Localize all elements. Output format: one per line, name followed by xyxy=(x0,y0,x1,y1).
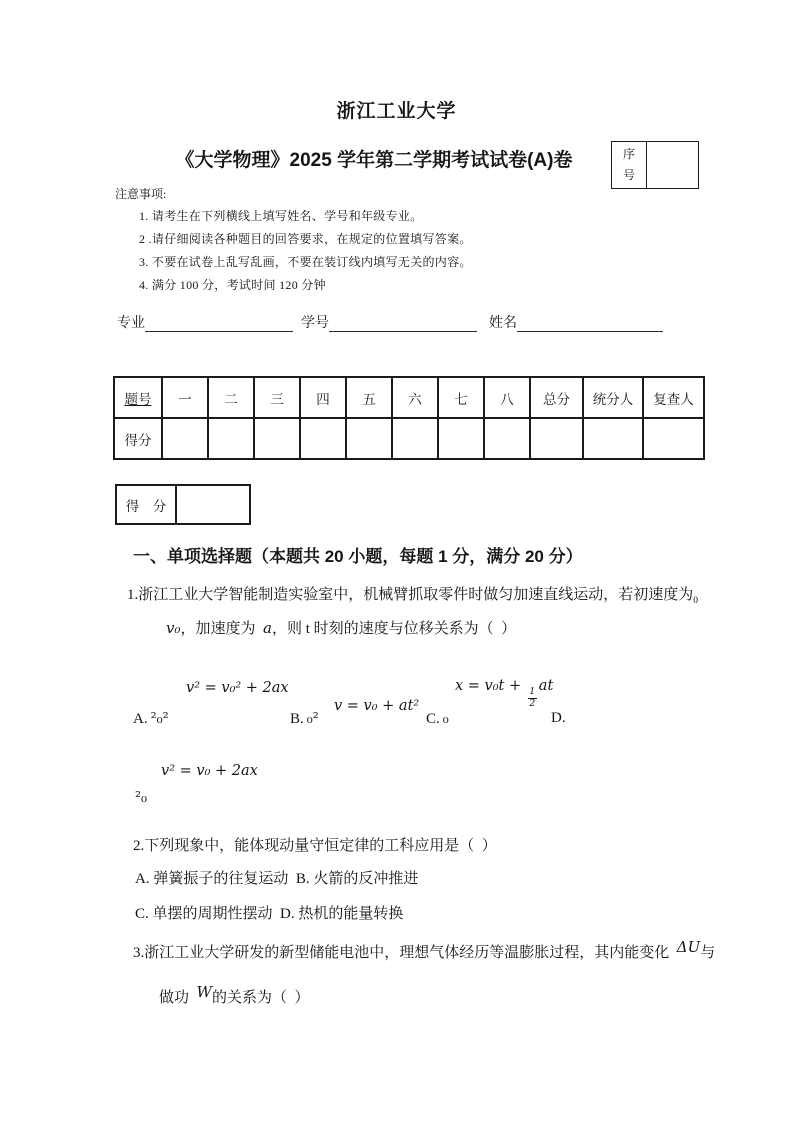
notice-item-3: 3. 不要在试卷上乱写乱画，不要在装订线内填写无关的内容。 xyxy=(139,255,472,269)
score-table-header-cell: 八 xyxy=(484,377,530,418)
formula-v-equals-v0-plus-at2: v = v₀ + at² xyxy=(334,698,420,714)
score-table-header-cell: 三 xyxy=(254,377,300,418)
major-label: 专业 xyxy=(117,316,145,331)
w-math-symbol: W xyxy=(196,983,212,1001)
score-table-header-cell: 统分人 xyxy=(583,377,643,418)
score-cell xyxy=(300,418,346,459)
score-cell xyxy=(346,418,392,459)
score-summary-table xyxy=(113,376,705,460)
formula-v2-equals-v02-plus-2ax: v² = v₀² + 2ax xyxy=(186,680,289,696)
score-cell xyxy=(208,418,254,459)
q1-line2-text1: ，加速度为 xyxy=(180,621,264,637)
serial-number-box xyxy=(611,141,699,189)
notice-item-2: 2 .请仔细阅读各种题目的回答要求，在规定的位置填写答案。 xyxy=(139,232,472,246)
notices-heading: 注意事项: xyxy=(115,187,167,201)
option-c-label: C. xyxy=(426,711,440,727)
option-a-label: A. xyxy=(133,711,148,727)
option-b-fragment: ₀² xyxy=(306,709,319,727)
q1-line2-text2: ，则 t 时刻的速度与位移关系为（ ） xyxy=(271,621,517,637)
question-2-stem: 2.下列现象中，能体现动量守恒定律的工科应用是（ ） xyxy=(133,838,497,854)
student-id-label: 学号 xyxy=(301,316,329,331)
formula-c-post: at xyxy=(538,678,554,694)
section-one-heading: 一、单项选择题（本题共 20 小题，每题 1 分，满分 20 分） xyxy=(133,547,583,566)
score-table-header-row xyxy=(114,377,704,418)
fraction-one-half xyxy=(528,687,537,708)
score-cell xyxy=(392,418,438,459)
score-cell xyxy=(254,418,300,459)
question-1-stem-line2 xyxy=(166,619,516,638)
option-b xyxy=(290,709,319,728)
score-row-label: 得分 xyxy=(114,418,162,459)
score-cell xyxy=(583,418,643,459)
q3-line2-text1: 做功 xyxy=(159,990,197,1006)
student-id-field-group xyxy=(301,315,477,332)
option-d xyxy=(551,709,566,727)
major-fill-line xyxy=(145,315,293,332)
q3-stem-text2: 与 xyxy=(700,945,716,961)
section-score-box-row xyxy=(116,485,250,524)
score-table-header-cell: 六 xyxy=(392,377,438,418)
score-cell xyxy=(530,418,583,459)
option-a-fragment: ²₀² xyxy=(150,709,169,727)
q3-stem-text1: 3.浙江工业大学研发的新型储能电池中，理想气体经历等温膨胀过程，其内能变化 xyxy=(133,945,677,961)
option-d-label: D. xyxy=(551,710,566,726)
option-c xyxy=(426,709,449,728)
question-2-options-cd: C. 单摆的周期性摆动 D. 热机的能量转换 xyxy=(135,906,404,922)
score-table-header-cell: 五 xyxy=(346,377,392,418)
score-table-header-cell: 二 xyxy=(208,377,254,418)
score-table-header-cell: 七 xyxy=(438,377,484,418)
name-field-group xyxy=(489,315,663,332)
score-box-label: 得 分 xyxy=(116,485,176,524)
serial-label-cell xyxy=(612,142,647,189)
score-cell xyxy=(438,418,484,459)
serial-label-bottom: 号 xyxy=(622,168,635,182)
score-cell xyxy=(484,418,530,459)
major-field-group xyxy=(117,315,293,332)
formula-v2-equals-v0-plus-2ax: v² = v₀ + 2ax xyxy=(161,763,258,779)
stray-fragment: ²₀ xyxy=(135,788,148,806)
question-2-options-ab: A. 弹簧振子的往复运动 B. 火箭的反冲推进 xyxy=(135,871,419,887)
question-1-stem-line1 xyxy=(127,586,698,607)
score-table-header-cell: 复查人 xyxy=(643,377,704,418)
score-table-header-cell: 四 xyxy=(300,377,346,418)
score-table-header-cell: 总分 xyxy=(530,377,583,418)
student-id-fill-line xyxy=(329,315,477,332)
section-score-box xyxy=(115,484,251,525)
notice-item-1: 1. 请考生在下列横线上填写姓名、学号和年级专业。 xyxy=(139,209,423,223)
name-fill-line xyxy=(517,315,663,332)
q1-line1-text: 1.浙江工业大学智能制造实验室中，机械臂抓取零件时做匀加速直线运动，若初速度为 xyxy=(127,587,694,603)
option-b-label: B. xyxy=(290,711,304,727)
q3-line2-text2: 的关系为（ ） xyxy=(211,990,310,1006)
score-table-score-row xyxy=(114,418,704,459)
score-table-header-cell: 题号 xyxy=(114,377,162,418)
exam-title: 《大学物理》2025 学年第二学期考试试卷(A)卷 xyxy=(175,150,573,171)
university-title: 浙江工业大学 xyxy=(336,101,457,122)
score-cell xyxy=(162,418,208,459)
score-cell xyxy=(643,418,704,459)
fraction-numerator: 1 xyxy=(529,686,536,698)
fraction-denominator: 2 xyxy=(529,697,536,709)
question-3-line2 xyxy=(159,983,310,1007)
a-math-symbol: a xyxy=(263,619,272,637)
option-c-fragment: ₀ xyxy=(442,709,449,727)
serial-label-top: 序 xyxy=(622,147,635,161)
formula-x-equals-v0t-plus-half-at xyxy=(455,678,553,709)
v0-math-symbol: v₀ xyxy=(166,619,181,637)
serial-value-cell xyxy=(647,142,699,189)
delta-u-math-symbol: ΔU xyxy=(676,938,701,956)
formula-c-pre: x = v₀t + xyxy=(455,678,526,694)
serial-box-row xyxy=(612,142,699,189)
q1-line1-subscript: 0 xyxy=(693,596,699,606)
notice-item-4: 4. 满分 100 分，考试时间 120 分钟 xyxy=(139,278,326,292)
option-a xyxy=(133,709,169,728)
score-box-value-cell xyxy=(176,485,250,524)
question-3-stem xyxy=(133,938,716,962)
name-label: 姓名 xyxy=(489,316,517,331)
score-table-header-cell: 一 xyxy=(162,377,208,418)
